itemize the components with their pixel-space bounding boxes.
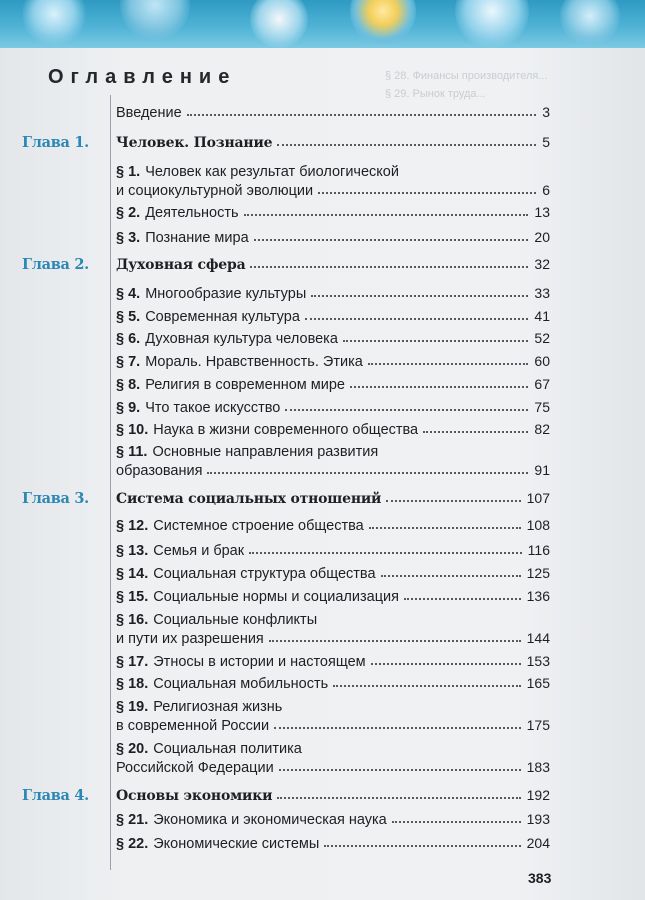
toc-section-entry[interactable] [116, 698, 550, 735]
dot-leader [244, 210, 529, 216]
bleed-through-text: § 29. Рынок труда... [385, 88, 486, 100]
page-ref: 41 [534, 308, 550, 324]
dot-leader [187, 110, 537, 116]
toc-section-entry[interactable] [116, 652, 550, 671]
page-ref: 183 [526, 759, 550, 775]
section-title: в современной России [116, 718, 270, 734]
page-ref: 153 [526, 653, 550, 669]
page-ref: 82 [534, 421, 550, 437]
section-title: Социальная структура общества [153, 566, 376, 582]
dot-leader [318, 188, 536, 194]
section-number: § 17. [116, 654, 149, 670]
section-title: Семья и брак [153, 543, 245, 559]
page-ref: 108 [526, 517, 550, 533]
bokeh-light [120, 0, 190, 40]
dot-leader [371, 659, 521, 665]
dot-leader [423, 427, 528, 433]
dot-leader [207, 468, 528, 474]
section-title: Современная культура [145, 309, 300, 325]
section-number: § 21. [116, 812, 149, 828]
bokeh-light [250, 0, 308, 48]
toc-section-entry[interactable] [116, 203, 550, 222]
toc-section-entry[interactable] [116, 674, 550, 693]
section-title: Этносы в истории и настоящем [153, 654, 366, 670]
section-title: и социокультурной эволюции [116, 183, 314, 199]
section-title: Системное строение общества [153, 518, 364, 534]
dot-leader [250, 262, 528, 268]
section-number: § 8. [116, 377, 141, 393]
header-banner [0, 0, 645, 48]
toc-section-entry[interactable] [116, 329, 550, 348]
bokeh-light [22, 0, 86, 46]
page-title: Оглавление [48, 66, 237, 88]
toc-section-entry[interactable] [116, 352, 550, 371]
dot-leader [311, 291, 528, 297]
page-ref: 20 [534, 229, 550, 245]
chapter-label: Глава 1. [22, 134, 89, 151]
section-number: § 9. [116, 400, 141, 416]
page-ref: 33 [534, 285, 550, 301]
section-title: Экономические системы [153, 836, 320, 852]
section-title: Религиозная жизнь [153, 699, 283, 715]
section-number: § 1. [116, 164, 141, 180]
chapter-title: Основы экономики [116, 788, 273, 804]
dot-leader [343, 336, 529, 342]
toc-section-entry[interactable] [116, 228, 550, 247]
section-title: Социальная мобильность [153, 676, 329, 692]
toc-section-entry[interactable] [116, 810, 550, 829]
dot-leader [269, 636, 521, 642]
toc-chapter-entry[interactable] [116, 133, 550, 152]
bokeh-light [455, 0, 529, 48]
page-ref: 144 [526, 630, 550, 646]
toc-section-entry[interactable] [116, 443, 550, 480]
toc-chapter-entry[interactable] [116, 255, 550, 274]
page-ref: 13 [534, 204, 550, 220]
section-number: § 12. [116, 518, 149, 534]
section-title: Человек как результат биологической [145, 164, 399, 180]
dot-leader [324, 841, 520, 847]
toc-section-entry[interactable] [116, 163, 550, 200]
section-title: образования [116, 463, 203, 479]
section-title: Социальные нормы и социализация [153, 589, 399, 605]
section-number: § 19. [116, 699, 149, 715]
toc-entry-intro[interactable] [116, 103, 550, 122]
page-ref: 136 [526, 588, 550, 604]
toc-section-entry[interactable] [116, 284, 550, 303]
section-title: Религия в современном мире [145, 377, 345, 393]
section-title: Экономика и экономическая наука [153, 812, 387, 828]
dot-leader [285, 405, 528, 411]
toc-section-entry[interactable] [116, 541, 550, 560]
page-number: 383 [528, 870, 552, 886]
toc-chapter-entry[interactable] [116, 489, 550, 508]
chapter-title: Духовная сфера [116, 257, 246, 273]
section-number: § 22. [116, 836, 149, 852]
dot-leader [368, 359, 529, 365]
toc-section-entry[interactable] [116, 611, 550, 648]
chapter-label: Глава 2. [22, 256, 89, 273]
section-number: § 13. [116, 543, 149, 559]
dot-leader [386, 496, 520, 502]
page-ref: 6 [542, 182, 550, 198]
page-ref: 165 [526, 675, 550, 691]
dot-leader [277, 140, 536, 146]
page-ref: 60 [534, 353, 550, 369]
section-number: § 20. [116, 741, 149, 757]
dot-leader [350, 382, 528, 388]
section-number: § 7. [116, 354, 141, 370]
dot-leader [381, 571, 521, 577]
section-number: § 3. [116, 230, 141, 246]
chapter-label: Глава 3. [22, 490, 89, 507]
dot-leader [369, 523, 521, 529]
section-title: Многообразие культуры [145, 286, 307, 302]
page-ref: 91 [534, 462, 550, 478]
page-ref: 3 [542, 104, 550, 120]
section-number: § 15. [116, 589, 149, 605]
section-number: § 6. [116, 331, 141, 347]
divider-line [110, 95, 111, 870]
entry-text: Введение [116, 105, 182, 121]
section-title: Основные направления развития [152, 444, 379, 460]
section-title: и пути их разрешения [116, 631, 264, 647]
dot-leader [333, 681, 520, 687]
toc-section-entry[interactable] [116, 740, 550, 777]
section-number: § 2. [116, 205, 141, 221]
page-ref: 193 [526, 811, 550, 827]
toc-chapter-entry[interactable] [116, 786, 550, 805]
dot-leader [254, 235, 529, 241]
dot-leader [279, 765, 521, 771]
chapter-title: Система социальных отношений [116, 491, 382, 507]
page-ref: 175 [526, 717, 550, 733]
page-ref: 116 [527, 542, 550, 558]
section-number: § 10. [116, 422, 149, 438]
section-title: Духовная культура человека [145, 331, 338, 347]
section-title: Социальная политика [153, 741, 302, 757]
dot-leader [274, 723, 521, 729]
bokeh-light [560, 0, 620, 46]
toc-section-entry[interactable] [116, 587, 550, 606]
toc-section-entry[interactable] [116, 420, 550, 439]
page-ref: 204 [526, 835, 550, 851]
toc-section-entry[interactable] [116, 307, 550, 326]
section-title: Наука в жизни современного общества [153, 422, 419, 438]
section-title: Мораль. Нравственность. Этика [145, 354, 363, 370]
bleed-through-text: § 28. Финансы производителя... [385, 70, 548, 82]
section-number: § 11. [116, 444, 148, 460]
toc-section-entry[interactable] [116, 564, 550, 583]
bokeh-light [350, 0, 416, 44]
section-number: § 4. [116, 286, 141, 302]
page-ref: 75 [534, 399, 550, 415]
page-ref: 192 [526, 787, 550, 803]
section-title: Российской Федерации [116, 760, 274, 776]
chapter-label: Глава 4. [22, 787, 89, 804]
page-ref: 67 [534, 376, 550, 392]
toc-section-entry[interactable] [116, 398, 550, 417]
page-ref: 107 [526, 490, 550, 506]
page-ref: 125 [526, 565, 550, 581]
section-number: § 14. [116, 566, 149, 582]
page-ref: 32 [534, 256, 550, 272]
section-title: Познание мира [145, 230, 249, 246]
chapter-title: Человек. Познание [116, 135, 273, 151]
dot-leader [392, 817, 521, 823]
page-ref: 5 [542, 134, 550, 150]
toc-section-entry[interactable] [116, 834, 550, 853]
toc-section-entry[interactable] [116, 516, 550, 535]
dot-leader [305, 314, 529, 320]
section-number: § 18. [116, 676, 149, 692]
dot-leader [249, 548, 522, 554]
toc-section-entry[interactable] [116, 375, 550, 394]
section-title: Социальные конфликты [153, 612, 318, 628]
section-title: Деятельность [145, 205, 239, 221]
section-number: § 5. [116, 309, 141, 325]
section-title: Что такое искусство [145, 400, 281, 416]
dot-leader [404, 594, 521, 600]
page-ref: 52 [534, 330, 550, 346]
dot-leader [277, 793, 520, 799]
section-number: § 16. [116, 612, 149, 628]
